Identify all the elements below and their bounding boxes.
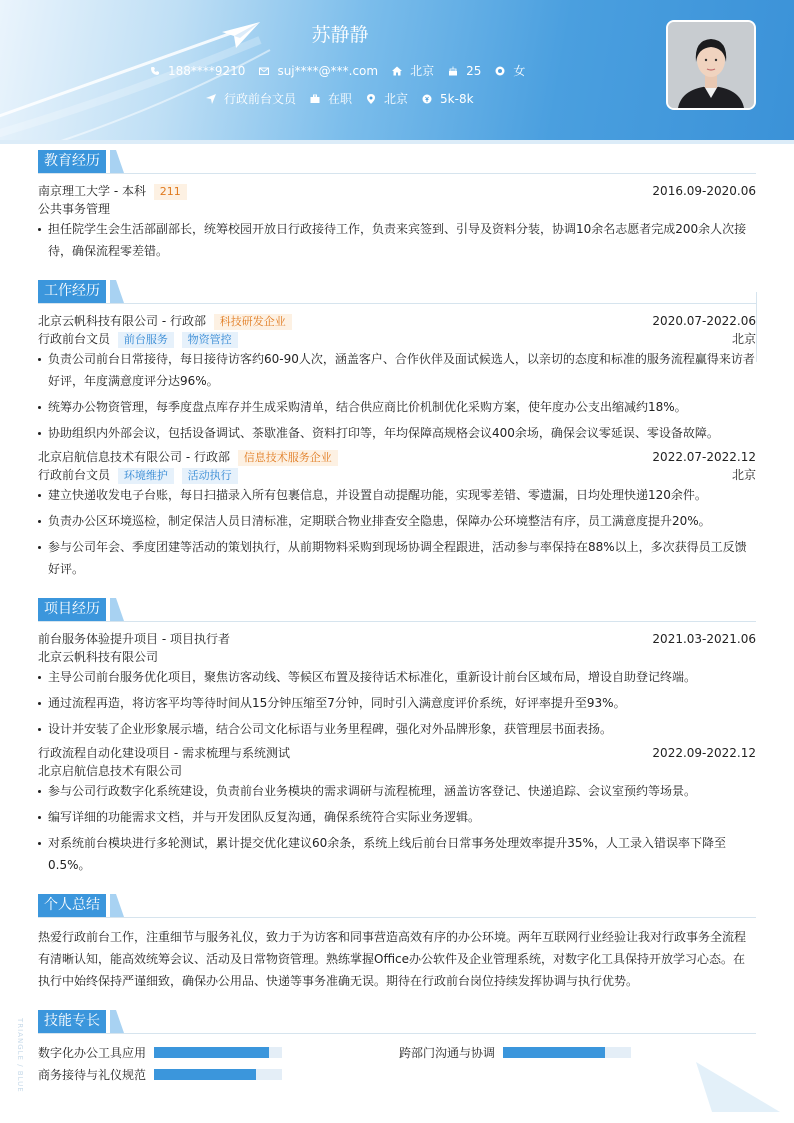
section-title: 工作经历 (38, 280, 106, 303)
skill-bar (154, 1047, 282, 1058)
status-info (310, 90, 352, 107)
skill-name: 跨部门沟通与协调 (399, 1046, 496, 1060)
section-header (38, 894, 756, 918)
project-period: 2021.03-2021.06 (652, 632, 756, 646)
mail-icon (259, 66, 269, 76)
list-item: 参与公司年会、季度团建等活动的策划执行，从前期物料采购到现场协调全程跟进，活动参与率保持在88%以上，多次获得员工反馈好评。 (38, 536, 756, 580)
list-item: 担任院学生会生活部副部长，统筹校园开放日行政接待工作，负责来宾签到、引导及资料分装，协调10余名志愿者完成200余人次接待，确保流程零差错。 (38, 218, 756, 262)
list-item: 对系统前台模块进行多轮测试，累计提交优化建议60余条，系统上线后前台日常事务处理效率提升35%，人工录入错误率下降至0.5%。 (38, 832, 756, 876)
job-row (38, 312, 756, 330)
school-badge: 211 (154, 184, 187, 200)
skill-tag: 活动执行 (182, 468, 238, 484)
phone-icon (150, 66, 160, 76)
section-header (38, 150, 756, 174)
section-title-tail (110, 1010, 128, 1033)
project-company: 北京启航信息技术有限公司 (38, 764, 183, 778)
home-icon (392, 66, 402, 76)
project-row (38, 630, 756, 648)
section-header (38, 1010, 756, 1034)
job-text: 行政前台文员 (224, 92, 297, 106)
section-title-tail (110, 280, 128, 303)
project-name: 前台服务体验提升项目 - 项目执行者 (38, 632, 230, 646)
section-title: 技能专长 (38, 1010, 106, 1033)
section-title-tail (110, 894, 128, 917)
education-period: 2016.09-2020.06 (652, 184, 756, 198)
contact-row (150, 62, 539, 79)
job-intent-row (206, 90, 488, 107)
triangle-decoration (696, 1062, 780, 1112)
section-title-tail (110, 150, 128, 173)
skill-bar (503, 1047, 631, 1058)
section-title: 项目经历 (38, 598, 106, 621)
list-item: 建立快递收发电子台账，每日扫描录入所有包裹信息，并设置自动提醒功能，实现零差错、零遗漏，日均处理快递120余件。 (38, 484, 756, 506)
job-city: 北京 (731, 468, 756, 482)
template-watermark: TRIANGLE / BLUE (16, 1018, 24, 1093)
section-header (38, 280, 756, 304)
phone-info (150, 64, 245, 78)
avatar (668, 22, 754, 108)
skill-name: 商务接待与礼仪规范 (38, 1068, 147, 1082)
skill-fill (503, 1047, 605, 1058)
skill-fill (154, 1069, 256, 1080)
work-section (38, 280, 756, 576)
job-row (38, 448, 756, 466)
skill-item (38, 1044, 282, 1061)
header-divider (0, 140, 794, 144)
age-info (448, 64, 481, 78)
skill-item (399, 1044, 631, 1061)
section-title: 个人总结 (38, 894, 106, 917)
list-item: 主导公司前台服务优化项目，聚焦访客动线、等候区布置及接待话术标准化，重新设计前台区域布局，增设自助登记终端。 (38, 666, 756, 688)
skill-tag: 前台服务 (118, 332, 174, 348)
job-info (206, 90, 296, 107)
list-item: 协助组织内外部会议，包括设备调试、茶歇准备、资料打印等，年均保障高规格会议400余场，确保会议零延误、零设备故障。 (38, 422, 756, 444)
summary-section (38, 894, 756, 988)
status-text: 在职 (328, 92, 353, 106)
salary-text: 5k-8k (440, 91, 474, 106)
money-icon (422, 94, 432, 104)
section-header (38, 598, 756, 622)
job-city: 北京 (731, 332, 756, 346)
city-text: 北京 (410, 64, 435, 78)
projects-section (38, 598, 756, 872)
resume-header (0, 0, 794, 140)
skill-tag: 物资管控 (182, 332, 238, 348)
age-text: 25 (466, 63, 482, 78)
city-info (392, 62, 434, 79)
email-text: suj****@***.com (277, 63, 379, 78)
company-badge: 科技研发企业 (214, 314, 292, 330)
list-item: 统筹办公物资管理，每季度盘点库存并生成采购清单，结合供应商比价机制优化采购方案，使年度办公支出缩减约18%。 (38, 396, 756, 418)
email-info (259, 64, 378, 78)
project-company: 北京云帆科技有限公司 (38, 650, 159, 664)
role-row (38, 330, 756, 348)
job-period: 2022.07-2022.12 (652, 450, 756, 464)
salary-info (422, 92, 474, 106)
candidate-name: 苏静静 (311, 24, 369, 46)
list-item: 负责公司前台日常接待，每日接待访客约60-90人次，涵盖客户、合作伙伴及面试候选人，以亲切的态度和标准的服务流程赢得来访者好评，年度满意度评分达96%。 (38, 348, 756, 392)
skill-name: 数字化办公工具应用 (38, 1046, 147, 1060)
company-badge: 信息技术服务企业 (238, 450, 338, 466)
project-name: 行政流程自动化建设项目 - 需求梳理与系统测试 (38, 746, 290, 760)
education-section (38, 150, 756, 258)
skill-item (38, 1066, 282, 1083)
list-item: 设计并安装了企业形象展示墙，结合公司文化标语与业务里程碑，强化对外品牌形象，获管理层书面表扬。 (38, 718, 756, 740)
list-item: 通过流程再造，将访客平均等待时间从15分钟压缩至7分钟，同时引入满意度评价系统，好评率提升至93%。 (38, 692, 756, 714)
company-name: 北京启航信息技术有限公司 - 行政部 (38, 450, 230, 464)
gender-info (495, 62, 525, 79)
divider (756, 292, 757, 362)
list-item: 负责办公区环境巡检，制定保洁人员日清标准，定期联合物业排查安全隐患，保障办公环境整洁有序，员工满意度提升20%。 (38, 510, 756, 532)
skills-section (38, 1010, 756, 1082)
section-title-tail (110, 598, 128, 621)
education-row (38, 182, 756, 200)
phone-text: 188****9210 (168, 63, 246, 78)
target-city-info (366, 90, 408, 107)
role-name: 行政前台文员 (38, 468, 111, 482)
section-title: 教育经历 (38, 150, 106, 173)
major: 公共事务管理 (38, 202, 111, 216)
role-row (38, 466, 756, 484)
target-city-text: 北京 (384, 92, 409, 106)
skill-fill (154, 1047, 269, 1058)
role-name: 行政前台文员 (38, 332, 111, 346)
list-item: 编写详细的功能需求文档，并与开发团队反复沟通，确保系统符合实际业务逻辑。 (38, 806, 756, 828)
send-icon (206, 94, 216, 104)
briefcase-icon (310, 94, 320, 104)
gender-icon (495, 66, 505, 76)
profile-photo (666, 20, 756, 110)
company-name: 北京云帆科技有限公司 - 行政部 (38, 314, 206, 328)
job-period: 2020.07-2022.06 (652, 314, 756, 328)
project-period: 2022.09-2022.12 (652, 746, 756, 760)
skill-tag: 环境维护 (118, 468, 174, 484)
location-pin-icon (366, 94, 376, 104)
skill-bar (154, 1069, 282, 1080)
project-row (38, 744, 756, 762)
school-name: 南京理工大学 - 本科 (38, 184, 146, 198)
cake-icon (448, 66, 458, 76)
summary-text: 热爱行政前台工作，注重细节与服务礼仪，致力于为访客和同事营造高效有序的办公环境。两年互联网行业经验让我对行政事务全流程有清晰认知，能高效统筹会议、活动及日常物资管理。熟练掌握Office办公软件及企业管理系统，对数字化工具保持开放学习心态。在执行中始终保持严谨细致，确保办公用品、快递等事务准确无误。期待在行政前台岗位持续发挥协调与执行优势。 (38, 930, 747, 988)
gender-text: 女 (513, 64, 526, 78)
list-item: 参与公司行政数字化系统建设，负责前台业务模块的需求调研与流程梳理，涵盖访客登记、快递追踪、会议室预约等场景。 (38, 780, 756, 802)
